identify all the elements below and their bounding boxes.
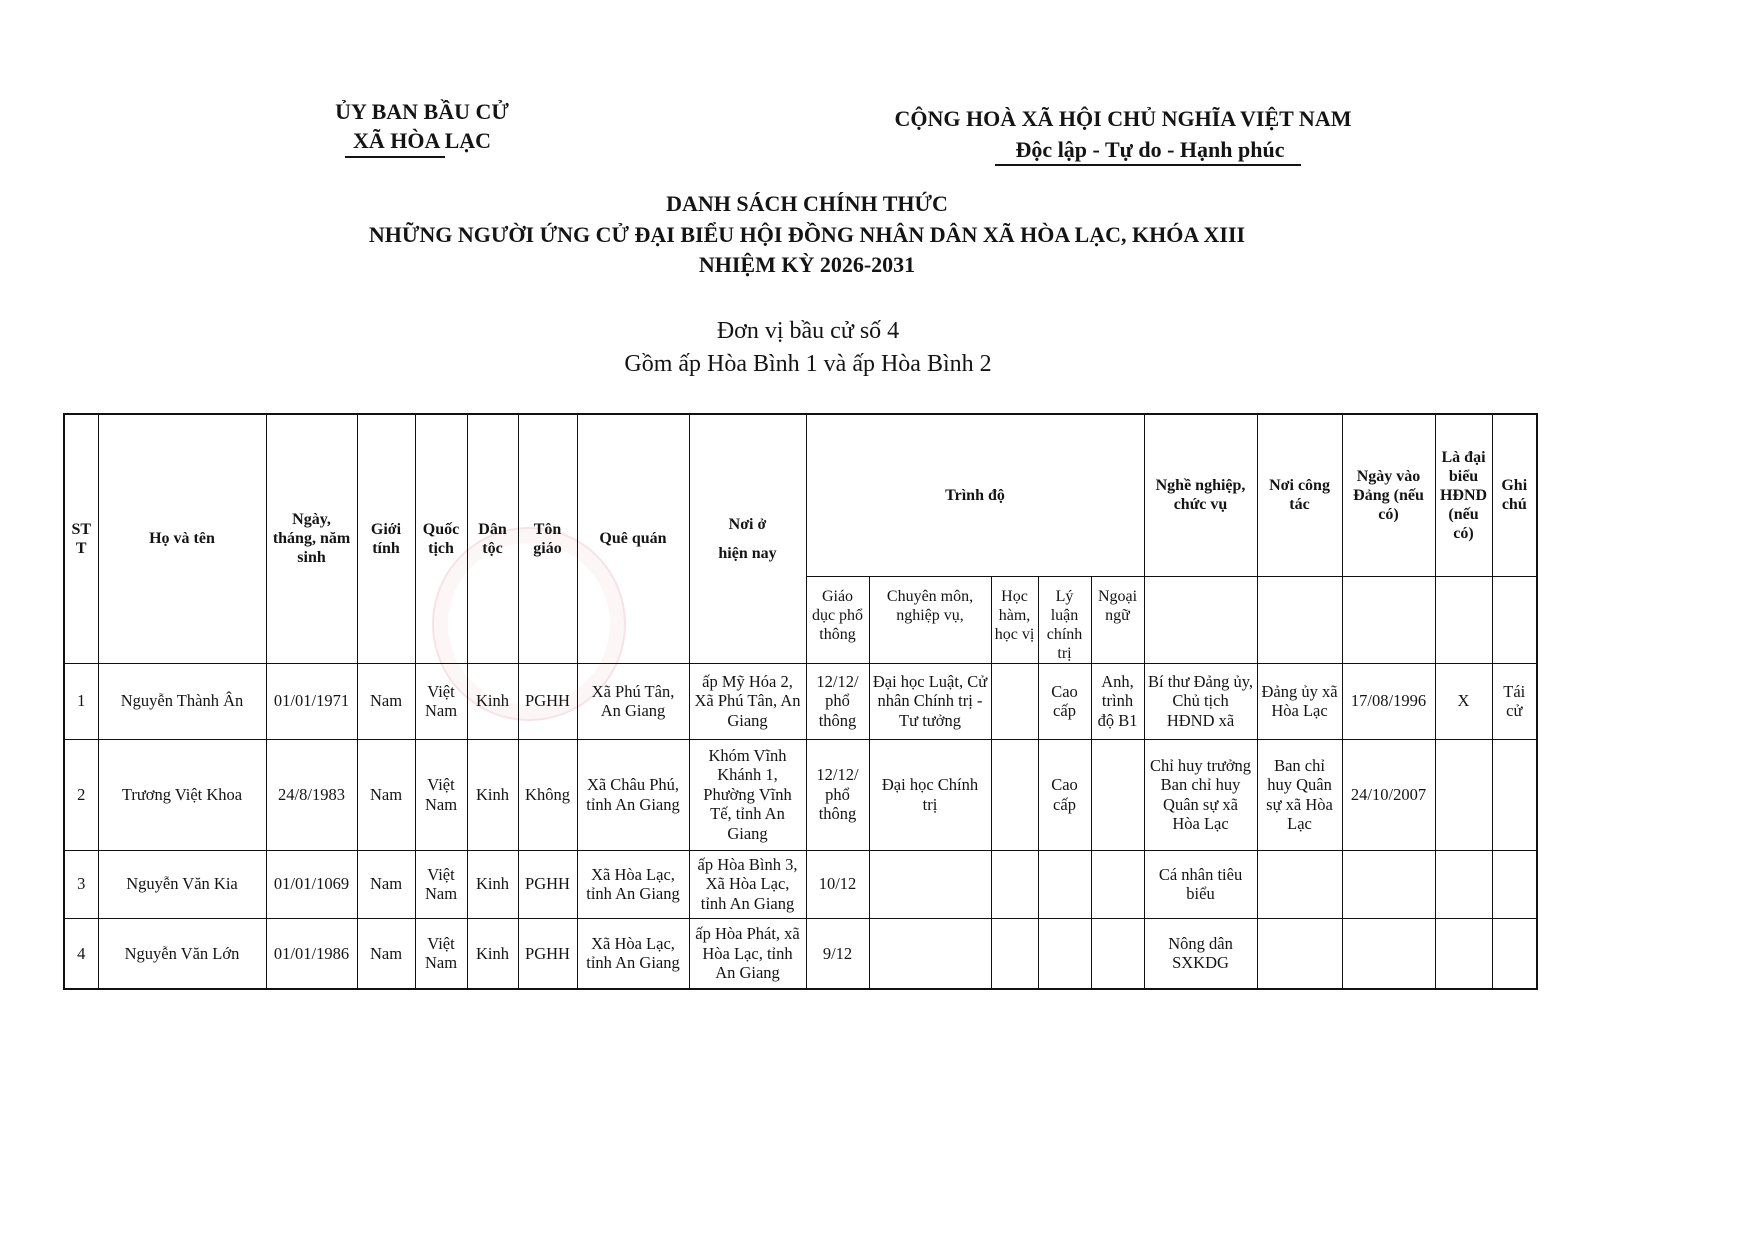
cell-ngay-sinh: 01/01/1069 (266, 850, 357, 918)
header-chuyen-mon: Chuyên môn, nghiệp vụ, (869, 576, 991, 663)
document-title-line2: NHỮNG NGƯỜI ỨNG CỬ ĐẠI BIỂU HỘI ĐỒNG NHÂN DÂN XÃ HÒA LẠC, KHÓA XIII (368, 222, 1246, 247)
cell-ngay-vao-dang: 17/08/1996 (1342, 663, 1435, 739)
cell-ton-giao: Không (518, 739, 577, 850)
cell-ghi-chu: Tái cử (1492, 663, 1537, 739)
candidate-table (63, 413, 1538, 990)
header-empty-cell (1435, 576, 1492, 663)
cell-dai-bieu-hdnd (1435, 739, 1492, 850)
header-ghi-chu: Ghi chú (1492, 414, 1537, 576)
header-nghe-nghiep: Nghề nghiệp, chức vụ (1144, 414, 1257, 576)
table-header-row (64, 414, 1537, 576)
cell-hoc-ham (991, 663, 1038, 739)
header-quoc-tich: Quốc tịch (415, 414, 467, 663)
cell-noi-cong-tac: Đảng ủy xã Hòa Lạc (1257, 663, 1342, 739)
cell-gioi-tinh: Nam (357, 739, 415, 850)
cell-hoc-ham (991, 739, 1038, 850)
cell-ngay-sinh: 24/8/1983 (266, 739, 357, 850)
cell-ly-luan: Cao cấp (1038, 739, 1091, 850)
header-giao-duc: Giáo dục phổ thông (806, 576, 869, 663)
cell-nghe-nghiep: Bí thư Đảng ủy, Chủ tịch HĐND xã (1144, 663, 1257, 739)
issuer-name: ỦY BAN BẦU CỬ (335, 99, 509, 124)
header-ngay-vao-dang: Ngày vào Đảng (nếu có) (1342, 414, 1435, 576)
header-noi-cong-tac: Nơi công tác (1257, 414, 1342, 576)
cell-nghe-nghiep: Nông dân SXKDG (1144, 918, 1257, 989)
cell-chuyen-mon: Đại học Luật, Cử nhân Chính trị - Tư tưởng (869, 663, 991, 739)
cell-gioi-tinh: Nam (357, 918, 415, 989)
cell-ngay-vao-dang (1342, 918, 1435, 989)
header-gioi-tinh: Giới tính (357, 414, 415, 663)
cell-que-quan: Xã Hòa Lạc, tỉnh An Giang (577, 918, 689, 989)
cell-stt: 4 (64, 918, 98, 989)
header-noi-o (689, 414, 806, 663)
cell-ly-luan (1038, 918, 1091, 989)
cell-noi-o: ấp Mỹ Hóa 2, Xã Phú Tân, An Giang (689, 663, 806, 739)
cell-ngay-sinh: 01/01/1986 (266, 918, 357, 989)
header-ton-giao: Tôn giáo (518, 414, 577, 663)
cell-ton-giao: PGHH (518, 850, 577, 918)
cell-ngoai-ngu: Anh, trình độ B1 (1091, 663, 1144, 739)
table-row (64, 918, 1537, 989)
cell-que-quan: Xã Phú Tân, An Giang (577, 663, 689, 739)
header-empty-cell (1492, 576, 1537, 663)
header-ngoai-ngu: Ngoại ngữ (1091, 576, 1144, 663)
national-name: CỘNG HOÀ XÃ HỘI CHỦ NGHĨA VIỆT NAM (894, 106, 1352, 131)
cell-ghi-chu (1492, 918, 1537, 989)
cell-dan-toc: Kinh (467, 663, 518, 739)
document-term: NHIỆM KỲ 2026-2031 (698, 252, 916, 277)
electoral-unit: Đơn vị bầu cử số 4 (716, 318, 900, 344)
cell-ghi-chu (1492, 739, 1537, 850)
cell-quoc-tich: Việt Nam (415, 739, 467, 850)
header-hoc-ham: Học hàm, học vị (991, 576, 1038, 663)
cell-noi-o: ấp Hòa Phát, xã Hòa Lạc, tỉnh An Giang (689, 918, 806, 989)
header-dai-bieu-hdnd: Là đại biểu HĐND (nếu có) (1435, 414, 1492, 576)
cell-hoc-ham (991, 918, 1038, 989)
cell-giao-duc: 10/12 (806, 850, 869, 918)
cell-quoc-tich: Việt Nam (415, 663, 467, 739)
cell-ngay-sinh: 01/01/1971 (266, 663, 357, 739)
cell-dan-toc: Kinh (467, 918, 518, 989)
header-stt: STT (64, 414, 98, 663)
cell-quoc-tich: Việt Nam (415, 850, 467, 918)
issuer-underline (345, 156, 445, 158)
cell-ho-ten: Nguyễn Văn Kia (98, 850, 266, 918)
table-row (64, 739, 1537, 850)
table-row (64, 663, 1537, 739)
header-dan-toc: Dân tộc (467, 414, 518, 663)
cell-stt: 3 (64, 850, 98, 918)
cell-stt: 1 (64, 663, 98, 739)
cell-dai-bieu-hdnd (1435, 850, 1492, 918)
cell-giao-duc: 12/12/ phổ thông (806, 663, 869, 739)
cell-dai-bieu-hdnd: X (1435, 663, 1492, 739)
header-empty-cell (1257, 576, 1342, 663)
cell-dan-toc: Kinh (467, 739, 518, 850)
issuer-commune: XÃ HÒA LẠC (352, 128, 492, 153)
header-empty-cell (1144, 576, 1257, 663)
header-noi-o-line1: Nơi ở (728, 515, 767, 533)
cell-ly-luan (1038, 850, 1091, 918)
cell-dai-bieu-hdnd (1435, 918, 1492, 989)
cell-gioi-tinh: Nam (357, 850, 415, 918)
cell-noi-o: ấp Hòa Bình 3, Xã Hòa Lạc, tỉnh An Giang (689, 850, 806, 918)
cell-ngay-vao-dang (1342, 850, 1435, 918)
cell-ngay-vao-dang: 24/10/2007 (1342, 739, 1435, 850)
header-trinh-do: Trình độ (806, 414, 1144, 576)
cell-ngoai-ngu (1091, 918, 1144, 989)
header-noi-o-line2: hiện nay (718, 544, 777, 562)
motto-underline (995, 164, 1301, 166)
header-ly-luan: Lý luận chính trị (1038, 576, 1091, 663)
document-title: DANH SÁCH CHÍNH THỨC (666, 191, 948, 216)
cell-ho-ten: Trương Việt Khoa (98, 739, 266, 850)
cell-ly-luan: Cao cấp (1038, 663, 1091, 739)
cell-giao-duc: 9/12 (806, 918, 869, 989)
cell-gioi-tinh: Nam (357, 663, 415, 739)
header-que-quan: Quê quán (577, 414, 689, 663)
cell-quoc-tich: Việt Nam (415, 918, 467, 989)
cell-ho-ten: Nguyễn Văn Lớn (98, 918, 266, 989)
cell-noi-cong-tac (1257, 850, 1342, 918)
header-empty-cell (1342, 576, 1435, 663)
header-ngay-sinh: Ngày, tháng, năm sinh (266, 414, 357, 663)
cell-chuyen-mon (869, 918, 991, 989)
cell-noi-o: Khóm Vĩnh Khánh 1, Phường Vĩnh Tế, tỉnh An Giang (689, 739, 806, 850)
table-body (64, 663, 1537, 989)
cell-stt: 2 (64, 739, 98, 850)
cell-ho-ten: Nguyễn Thành Ân (98, 663, 266, 739)
cell-nghe-nghiep: Chỉ huy trưởng Ban chỉ huy Quân sự xã Hòa Lạc (1144, 739, 1257, 850)
national-motto: Độc lập - Tự do - Hạnh phúc (1015, 137, 1285, 162)
cell-chuyen-mon (869, 850, 991, 918)
cell-nghe-nghiep: Cá nhân tiêu biểu (1144, 850, 1257, 918)
cell-ton-giao: PGHH (518, 663, 577, 739)
cell-ton-giao: PGHH (518, 918, 577, 989)
cell-que-quan: Xã Hòa Lạc, tỉnh An Giang (577, 850, 689, 918)
cell-noi-cong-tac: Ban chỉ huy Quân sự xã Hòa Lạc (1257, 739, 1342, 850)
cell-chuyen-mon: Đại học Chính trị (869, 739, 991, 850)
table-row (64, 850, 1537, 918)
electoral-unit-scope: Gồm ấp Hòa Bình 1 và ấp Hòa Bình 2 (624, 351, 992, 377)
cell-ngoai-ngu (1091, 739, 1144, 850)
cell-dan-toc: Kinh (467, 850, 518, 918)
cell-ghi-chu (1492, 850, 1537, 918)
cell-ngoai-ngu (1091, 850, 1144, 918)
cell-giao-duc: 12/12/ phổ thông (806, 739, 869, 850)
cell-noi-cong-tac (1257, 918, 1342, 989)
header-ho-ten: Họ và tên (98, 414, 266, 663)
cell-hoc-ham (991, 850, 1038, 918)
cell-que-quan: Xã Châu Phú, tỉnh An Giang (577, 739, 689, 850)
